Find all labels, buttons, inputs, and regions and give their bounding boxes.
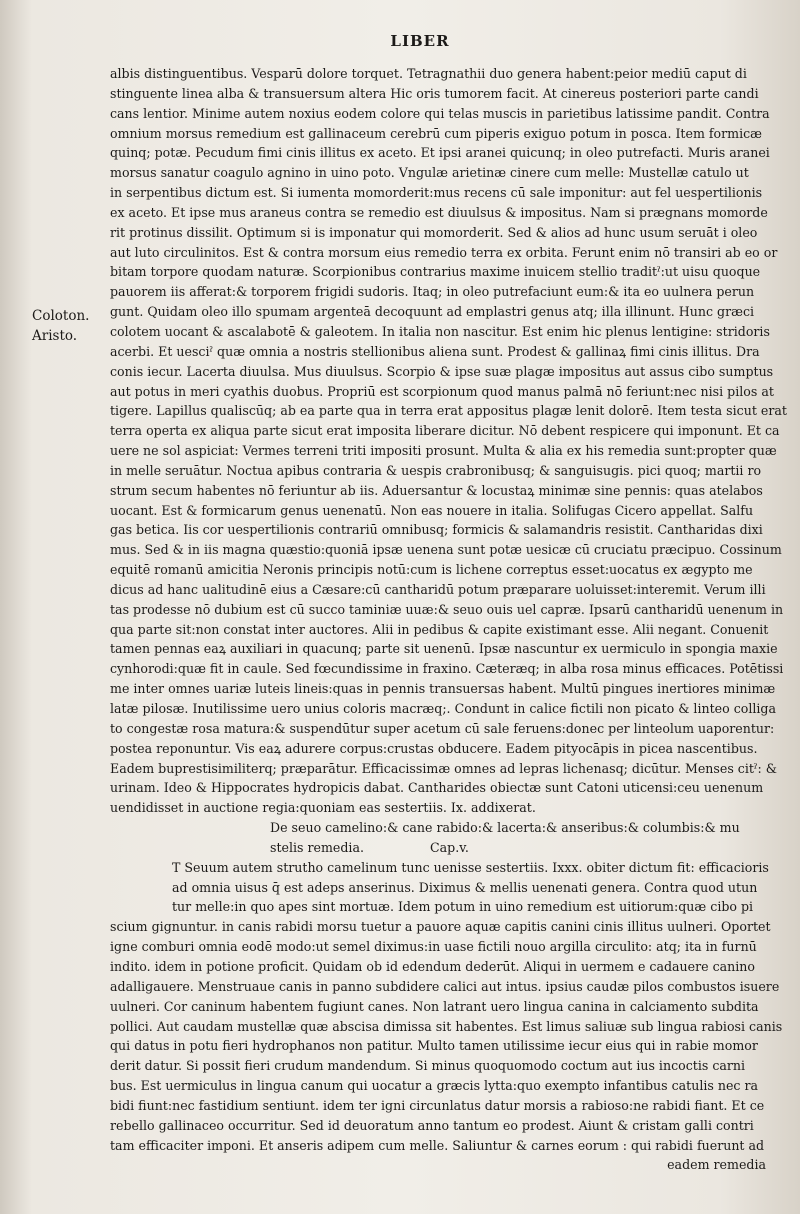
chapter-title-continued: stelis remedia. (270, 839, 364, 855)
chapter-text-line: adalligauere. Menstruaue canis in panno subdidere calici aut intus. ipsius caudæ pilos combustos isuere (110, 978, 780, 994)
text-line: equitē romanū amicitia Neronis principis notū:cum is lichene correptus esset:uocatus ex ægypto me (110, 562, 753, 578)
text-line: tigere. Lapillus qualiscūq; ab ea parte qua in terra erat appositus plagæ lenit dolorē. Item testa sicut erat (110, 403, 787, 419)
text-line: urinam. Ideo & Hippocrates hydropicis dabat. Cantharides obiectæ sunt Catoni uticensi:ceu uenenum (110, 780, 764, 796)
text-line: latæ pilosæ. Inutilissime uero unius coloris macræq;. Condunt in calice fictili non picato & linteo colliga (110, 701, 776, 716)
text-line: me inter omnes uariæ luteis lineis:quas in pennis transuersas habent. Multū pingues inertiores minimæ (110, 681, 776, 697)
text-line: acerbi. Et uesciˀ quæ omnia a nostris stellionibus aliena sunt. Prodest & gallinaꝝ fimi cinis illitus. Dra (110, 343, 760, 359)
text-line: pauorem iis afferat:& torporem frigidi sudoris. Itaq; in oleo putrefaciunt eum:& ita eo uulnera perun (110, 284, 755, 300)
text-line: to congestæ rosa matura:& suspendūtur super acetum cū sale feruens:donec per linteolum uaporentur: (110, 720, 775, 736)
text-line: uere ne sol aspiciat: Vermes terreni triti impositi prosunt. Multa & alia ex his remedia sunt:propter quæ (110, 443, 777, 459)
chapter-text-line: ad omnia uisus q̄ est adeps anserinus. Diximus & mellis uenenati genera. Contra quod utun (172, 879, 758, 895)
text-line: terra operta ex aliqua parte sicut erat imposita liberare dicitur. Nō debent respicere qui imponunt. Et ca (110, 423, 780, 439)
text-line: cans lentior. Minime autem noxius eodem colore qui telas muscis in parietibus latissime pandit. Contra (110, 105, 770, 121)
chapter-text-line: bus. Est uermiculus in lingua canum qui uocatur a græcis lytta:quo exempto infantibus catulis nec ra (110, 1078, 759, 1094)
text-line: morsus sanatur coagulo agnino in uino poto. Vngulæ arietinæ cinere cum melle: Mustellæ catulo ut (110, 165, 749, 181)
text-line: Eadem buprestisimiliterq; præparātur. Efficacissimæ omnes ad lepras lichenasq; dicūtur. Menses citˀ: & (110, 760, 777, 776)
text-line: conis iecur. Lacerta diuulsa. Mus diuulsus. Scorpio & ipse suæ plagæ impositus aut assus cibo sumptus (110, 363, 774, 379)
text-line: omnium morsus remedium est gallinaceum cerebrū cum piperis exiguo potum in posca. Item formicæ (110, 125, 763, 141)
margin-note-aristo: Aristo. (32, 328, 78, 344)
chapter-text-line: igne comburi omnia eodē modo:ut semel diximus:in uase fictili nouo argilla circulito: atq; ita in furnū (110, 939, 757, 955)
running-header: LIBER (390, 32, 450, 50)
chapter-text-line: tam efficaciter imponi. Et anseris adipem cum melle. Saliuntur & carnes eorum : qui rabidi fuerunt ad (110, 1137, 765, 1153)
text-line: gas betica. Iis cor uespertilionis contrariū omnibusq; formicis & salamandris resistit. Cantharidas dixi (110, 522, 763, 538)
chapter-text-line: rebello gallinaceo occurritur. Sed id deuoratum anno tantum eo prodest. Aiunt & cristam galli contri (110, 1117, 754, 1133)
chapter-text-line: bidi fiunt:nec fastidium sentiunt. idem ter igni circunlatus datur morsis a rabioso:ne rabidi fiant. Et ce (110, 1097, 765, 1113)
text-line: mus. Sed & in iis magna quæstio:quoniā ipsæ uenena sunt potæ uesicæ cū cruciatu præcipuo. Cossinum (110, 542, 782, 558)
text-line: cynhorodi:quæ fit in caule. Sed fœcundissime in fraxino. Cæteræq; in alba rosa minus efficaces. Potētissi (110, 661, 784, 677)
text-line: qua parte sit:non constat inter auctores. Alii in pedibus & capite existimant esse. Alii negant. Conuenit (110, 621, 769, 637)
chapter-text-line: T Seuum autem strutho camelinum tunc uenisse sestertiis. Ixxx. obiter dictum fit: efficacioris (172, 859, 769, 875)
text-line: ex aceto. Et ipse mus araneus contra se remedio est diuulsus & impositus. Nam si prægnans momorde (110, 204, 768, 220)
text-line: in melle seruātur. Noctua apibus contraria & uespis crabronibusq; & sanguisugis. pici quoq; martii ro (110, 462, 762, 478)
chapter-title: De seuo camelino:& cane rabido:& lacerta:& anseribus:& columbis:& mu (270, 820, 740, 836)
final-line: eadem remedia (667, 1157, 766, 1173)
chapter-text-line: scium gignuntur. in canis rabidi morsu tuetur a pauore aquæ capitis canini cinis illitus uulneri. Oportet (110, 919, 771, 935)
text-line: bitam torpore quodam naturæ. Scorpionibus contrarius maxime inuicem stellio traditˀ:ut uisu quoque (110, 264, 761, 280)
text-line: tamen pennas eaꝝ auxiliari in quacunq; parte sit uenenū. Ipsæ nascuntur ex uermiculo in spongia maxie (110, 641, 778, 657)
chapter-text-line: derit datur. Si possit fieri crudum mandendum. Si minus quoquomodo coctum aut ius incoctis carni (110, 1058, 746, 1074)
text-line: albis distinguentibus. Vesparū dolore torquet. Tetragnathii duo genera habent:peior mediū caput di (110, 66, 747, 81)
text-line: aut potus in meri cyathis duobus. Propriū est scorpionum quod manus palmā nō feriunt:nec nisi pilos at (110, 383, 774, 399)
text-line: rit protinus dissilit. Optimum si is imponatur qui momorderit. Sed & alios ad hunc usum seruāt i oleo (110, 224, 758, 240)
text-line: tas prodesse nō dubium est cū succo taminiæ uuæ:& seuo ouis uel capræ. Ipsarū cantharidū uenenum in (110, 601, 784, 617)
margin-note-coloton: Coloton. (32, 308, 90, 324)
chapter-text-line: qui datus in potu fieri hydrophanos non patitur. Multo tamen utilissime iecur eius qui in rabie momor (110, 1038, 758, 1054)
text-line: quinq; potæ. Pecudum fimi cinis illitus ex aceto. Et ipsi aranei quicunq; in oleo putrefacti. Muris aranei (110, 145, 770, 161)
chapter-number: Cap.v. (430, 839, 469, 855)
chapter-title-row (110, 838, 790, 858)
chapter-text-line: uulneri. Cor caninum habentem fugiunt canes. Non latrant uero lingua canina in calciamento subdita (110, 998, 759, 1014)
text-line: aut luto circulinitos. Est & contra morsum eius remedio terra ex orbita. Ferunt enim nō transiri ab eo or (110, 244, 778, 260)
text-line: colotem uocant & ascalabotē & galeotem. In italia non nascitur. Est enim hic plenus lentigine: stridoris (110, 323, 770, 339)
text-line: postea reponuntur. Vis eaꝝ adurere corpus:crustas obducere. Eadem pityocāpis in picea nascentibus. (110, 740, 758, 756)
chapter-text-line: indito. idem in potione proficit. Quidam ob id edendum dederūt. Aliqui in uermem e cadauere canino (110, 958, 755, 974)
main-text-block (110, 64, 790, 1175)
text-line: gunt. Quidam oleo illo spumam argenteā decoquunt ad emplastri genus atq; illa illinunt. Hunc græci (110, 304, 755, 320)
chapter-text-line: tur melle:in quo apes sint mortuæ. Idem potum in uino remedium est uitiorum:quæ cibo pi (172, 899, 754, 915)
text-line: stinguente linea alba & transuersum altera Hic oris tumorem facit. At cinereus posteriori parte candi (110, 85, 759, 101)
text-line: uendidisset in auctione regia:quoniam eas sestertiis. Ix. addixerat. (110, 800, 536, 816)
text-line: uocant. Est & formicarum genus uenenatū. Non eas nouere in italia. Solifugas Cicero appellat. Salfu (110, 502, 754, 518)
text-line: in serpentibus dictum est. Si iumenta momorderit:mus recens cū sale imponitur: aut fel uespertilionis (110, 185, 763, 201)
chapter-text-line: pollici. Aut caudam mustellæ quæ abscisa dimissa sit habentes. Est limus saliuæ sub lingua rabiosi canis (110, 1018, 783, 1034)
text-line: strum secum habentes nō feriuntur ab iis. Aduersantur & locustaꝝ minimæ sine pennis: quas atelabos (110, 482, 763, 498)
text-line: dicus ad hanc ualitudinē eius a Cæsare:cū cantharidū potum præparare uoluisset:interemit. Verum illi (110, 581, 766, 597)
margin-notes (32, 306, 112, 346)
